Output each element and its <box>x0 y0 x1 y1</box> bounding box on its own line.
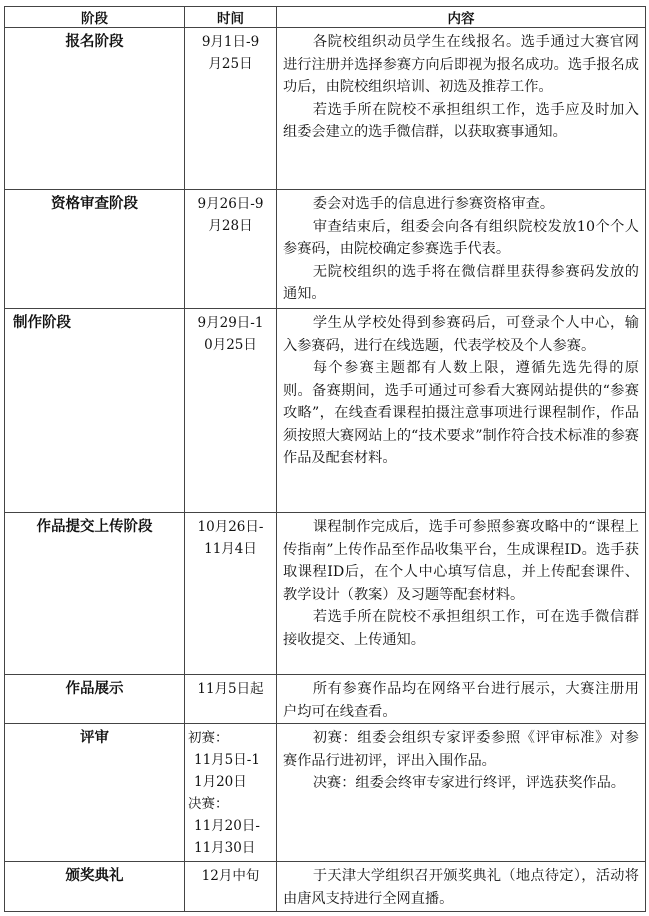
table-row <box>5 675 646 724</box>
time-line: 1月20日 <box>194 774 247 790</box>
table-row <box>5 862 646 912</box>
content-paragraph: 若选手所在院校不承担组织工作，可在选手微信群接收提交、上传通知。 <box>283 609 639 648</box>
content-paragraph: 课程制作完成后，选手可参照参赛攻略中的“课程上传指南”上传作品至作品收集平台，生成课程ID。选手获取课程ID后，在个人中心填写信息，并上传配套课件、教学设计（教案）及习题等配套材料。 <box>283 519 639 603</box>
table-row <box>5 190 646 309</box>
time-line: 9月1日-9 <box>201 34 260 50</box>
content-paragraph: 初赛：组委会组织专家评委参照《评审标准》对参赛作品行进初评，评出入围作品。 <box>283 730 639 769</box>
content-paragraph: 所有参赛作品均在网络平台进行展示，大赛注册用户均可在线查看。 <box>283 681 639 720</box>
schedule-table <box>4 6 646 912</box>
time-line: 初赛： <box>188 730 229 746</box>
content-paragraph: 无院校组织的选手将在微信群里获得参赛码发放的通知。 <box>283 263 639 302</box>
time-cell <box>185 724 277 862</box>
time-line: 月28日 <box>208 218 253 234</box>
stage-cell: 资格审查阶段 <box>5 190 185 309</box>
content-paragraph: 于天津大学组织召开颁奖典礼（地点待定），活动将由唐风支持进行全网直播。 <box>283 868 639 907</box>
content-paragraph: 决赛：组委会终审专家进行终评，评选获奖作品。 <box>312 775 625 791</box>
header-content: 内容 <box>277 7 646 28</box>
table-row <box>5 28 646 190</box>
content-cell <box>277 28 646 190</box>
content-paragraph: 审查结束后，组委会向各有组织院校发放10个个人参赛码，由院校确定参赛选手代表。 <box>283 218 639 257</box>
content-paragraph: 各院校组织动员学生在线报名。选手通过大赛官网进行注册并选择参赛方向后即视为报名成功。选手报名成功后，由院校组织培训、初选及推荐工作。 <box>283 34 639 95</box>
time-line: 11月4日 <box>204 541 257 557</box>
content-paragraph: 若选手所在院校不承担组织工作，选手应及时加入组委会建立的选手微信群，以获取赛事通知。 <box>283 101 639 140</box>
stage-cell: 颁奖典礼 <box>5 862 185 912</box>
content-paragraph: 委会对选手的信息进行参赛资格审查。 <box>312 196 555 212</box>
header-row <box>5 7 646 28</box>
stage-cell: 报名阶段 <box>5 28 185 190</box>
stage-cell: 作品展示 <box>5 675 185 724</box>
table-row <box>5 724 646 862</box>
time-cell <box>185 513 277 675</box>
time-line: 10月26日- <box>197 519 264 535</box>
time-line: 11月5日起 <box>197 681 264 697</box>
time-line: 9月29日-1 <box>197 315 264 331</box>
time-line: 月25日 <box>208 56 253 72</box>
time-line: 9月26日-9 <box>197 196 264 212</box>
stage-cell: 制作阶段 <box>5 309 185 513</box>
content-cell <box>277 724 646 862</box>
time-line: 11月30日 <box>194 840 256 856</box>
content-cell <box>277 309 646 513</box>
time-cell <box>185 190 277 309</box>
time-cell <box>185 675 277 724</box>
time-cell <box>185 28 277 190</box>
time-cell <box>185 862 277 912</box>
content-paragraph: 学生从学校处得到参赛码后，可登录个人中心，输入参赛码，进行在线选题，代表学校及个人参赛。 <box>283 315 639 354</box>
table-row <box>5 309 646 513</box>
time-line: 12月中旬 <box>201 868 260 884</box>
time-line: 决赛： <box>188 796 229 812</box>
time-cell <box>185 309 277 513</box>
time-line: 0月25日 <box>204 337 257 353</box>
content-paragraph: 每个参赛主题都有人数上限，遵循先选先得的原则。备赛期间，选手可通过可参看大赛网站提供的“参赛攻略”，在线查看课程拍摄注意事项进行课程制作，作品须按照大赛网站上的“技术要求”制作符合技术标准的参赛作品及配套材料。 <box>283 360 639 466</box>
content-cell <box>277 675 646 724</box>
table-row <box>5 513 646 675</box>
content-cell <box>277 513 646 675</box>
time-line: 11月5日-1 <box>194 752 260 768</box>
content-cell <box>277 862 646 912</box>
time-line: 11月20日- <box>194 818 260 834</box>
header-time: 时间 <box>185 7 277 28</box>
stage-cell: 作品提交上传阶段 <box>5 513 185 675</box>
stage-cell: 评审 <box>5 724 185 862</box>
header-stage: 阶段 <box>5 7 185 28</box>
content-cell <box>277 190 646 309</box>
